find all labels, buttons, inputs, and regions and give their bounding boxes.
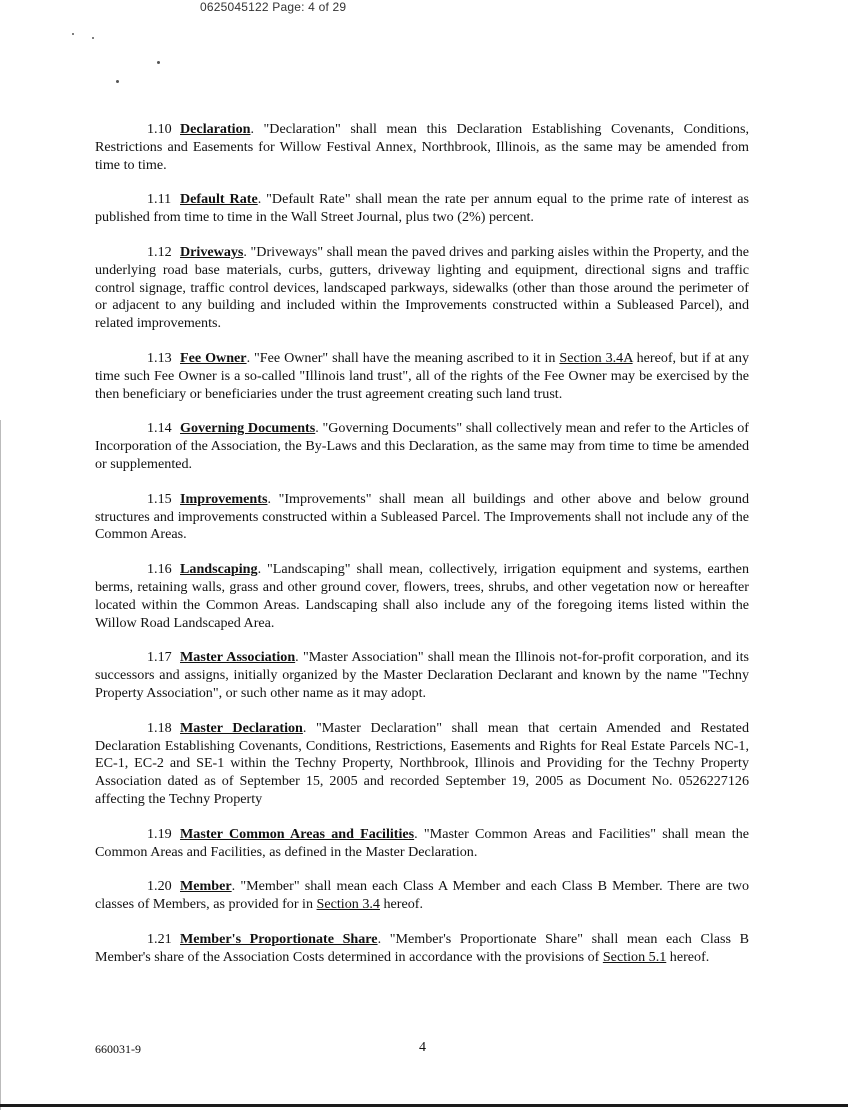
section-number: 1.19 <box>147 825 172 842</box>
definition-text: . "Member" shall mean each Class A Member and each Class B Member. There are two classes of Members, as provided for in <box>95 878 749 913</box>
definition-paragraph <box>95 191 749 227</box>
section-number: 1.16 <box>147 561 172 578</box>
defined-term: Member <box>180 878 232 895</box>
definition-text-cont: hereof, but if at any time such Fee Owner is a so-called "Illinois land trust", all of the rights of the Fee Owner may be exercised by the then beneficiary or beneficiaries under the trust agreement creating such land trust. <box>95 349 750 402</box>
defined-term: Governing Documents <box>180 420 316 437</box>
definition-paragraph <box>95 720 749 809</box>
definition-text: . "Declaration" shall mean this Declaration Establishing Covenants, Conditions, Restrictions and Easements for Willow Festival Annex, Northbrook, Illinois, as the same may be amended from time to time. <box>95 121 749 173</box>
section-reference: Section 5.1 <box>602 948 667 965</box>
scan-edge <box>0 420 1 1110</box>
scan-speck <box>72 33 74 35</box>
definition-text: . "Fee Owner" shall have the meaning ascribed to it in <box>246 349 560 366</box>
section-reference: Section 3.4A <box>559 349 633 366</box>
defined-term: Member's Proportionate Share <box>180 930 378 947</box>
section-number: 1.11 <box>147 191 172 208</box>
scan-speck <box>92 37 94 39</box>
definition-paragraph <box>95 350 749 403</box>
section-number: 1.14 <box>147 420 172 437</box>
defined-term: Master Declaration <box>180 719 303 736</box>
definition-paragraph <box>95 420 749 473</box>
definition-text: . "Master Association" shall mean the Illinois not-for-profit corporation, and its successors and assigns, initially organized by the Master Declaration Declarant and known by the name "Techny Property Association", or such other name as it may adopt. <box>95 649 749 701</box>
section-number: 1.21 <box>147 930 172 947</box>
section-reference: Section 3.4 <box>316 896 380 913</box>
scan-speck <box>116 80 119 83</box>
defined-term: Default Rate <box>180 191 258 208</box>
definition-paragraph <box>95 491 749 544</box>
scan-speck <box>157 61 160 64</box>
definition-text: . "Master Declaration" shall mean that certain Amended and Restated Declaration Establishing Covenants, Conditions, Restrictions, Easements and Rights for Real Estate Parcels NC-1, EC-1, EC-2 and SE-1 within the Techny Property, Northbrook, Illinois and Providing for the Techny Property Association dated as of September 15, 2005 and recorded September 19, 2005 as Document No. 0526227126 affecting the Techny Property <box>95 719 749 807</box>
definition-paragraph <box>95 931 749 967</box>
fax-header: 0625045122 Page: 4 of 29 <box>200 0 347 14</box>
section-number: 1.17 <box>147 649 172 666</box>
section-number: 1.20 <box>147 878 172 895</box>
page-number: 4 <box>419 1040 426 1055</box>
section-number: 1.18 <box>147 719 172 736</box>
definition-paragraph <box>95 244 749 333</box>
defined-term: Fee Owner <box>180 349 247 366</box>
defined-term: Master Common Areas and Facilities <box>180 825 415 842</box>
definition-paragraph <box>95 121 749 174</box>
section-number: 1.10 <box>147 121 172 137</box>
definition-paragraph <box>95 561 749 632</box>
definition-text: . "Driveways" shall mean the paved drives and parking aisles within the Property, and the underlying road base materials, curbs, gutters, driveway lighting and equipment, directional signs and traffic control signage, traffic control devices, landscaped parkways, sidewalks (other than those around the perimeter of or adjacent to any building and included within the Improvements constructed within a Subleased Parcel), and related improvements. <box>95 243 749 332</box>
definition-text: . "Improvements" shall mean all buildings and other above and below ground structures and improvements constructed within a Subleased Parcel. The Improvements shall not include any of the Common Areas. <box>95 490 749 543</box>
definition-text: . "Governing Documents" shall collectively mean and refer to the Articles of Incorporation of the Association, the By-Laws and this Declaration, as the same may from time to time be amended or supplemented. <box>95 420 750 472</box>
document-id: 660031-9 <box>95 1042 141 1056</box>
document-body <box>95 121 749 983</box>
definition-text-cont: hereof. <box>379 896 423 913</box>
defined-term: Improvements <box>180 490 268 507</box>
section-number: 1.12 <box>147 243 172 260</box>
definition-text: . "Master Common Areas and Facilities" shall mean the Common Areas and Facilities, as defined in the Master Declaration. <box>95 825 749 860</box>
defined-term: Landscaping <box>180 561 258 578</box>
definition-text: . "Member's Proportionate Share" shall mean each Class B Member's share of the Association Costs determined in accordance with the provisions of <box>95 930 749 965</box>
definition-text: . "Landscaping" shall mean, collectively, irrigation equipment and systems, earthen berms, retaining walls, grass and other ground cover, flowers, trees, shrubs, and other vegetation now or hereafter located within the Common Areas. Landscaping shall also include any of the foregoing items listed within the Willow Road Landscaped Area. <box>95 561 749 631</box>
page-bottom-border <box>0 1104 848 1107</box>
defined-term: Declaration <box>180 121 251 137</box>
section-number: 1.13 <box>147 349 172 366</box>
definition-paragraph <box>95 826 749 862</box>
definition-paragraph <box>95 649 749 702</box>
defined-term: Master Association <box>180 649 296 666</box>
defined-term: Driveways <box>180 243 244 260</box>
definition-text-cont: hereof. <box>666 948 710 965</box>
definition-text: . "Default Rate" shall mean the rate per annum equal to the prime rate of interest as published from time to time in the Wall Street Journal, plus two (2%) percent. <box>95 191 749 226</box>
definition-paragraph <box>95 878 749 914</box>
section-number: 1.15 <box>147 490 172 507</box>
